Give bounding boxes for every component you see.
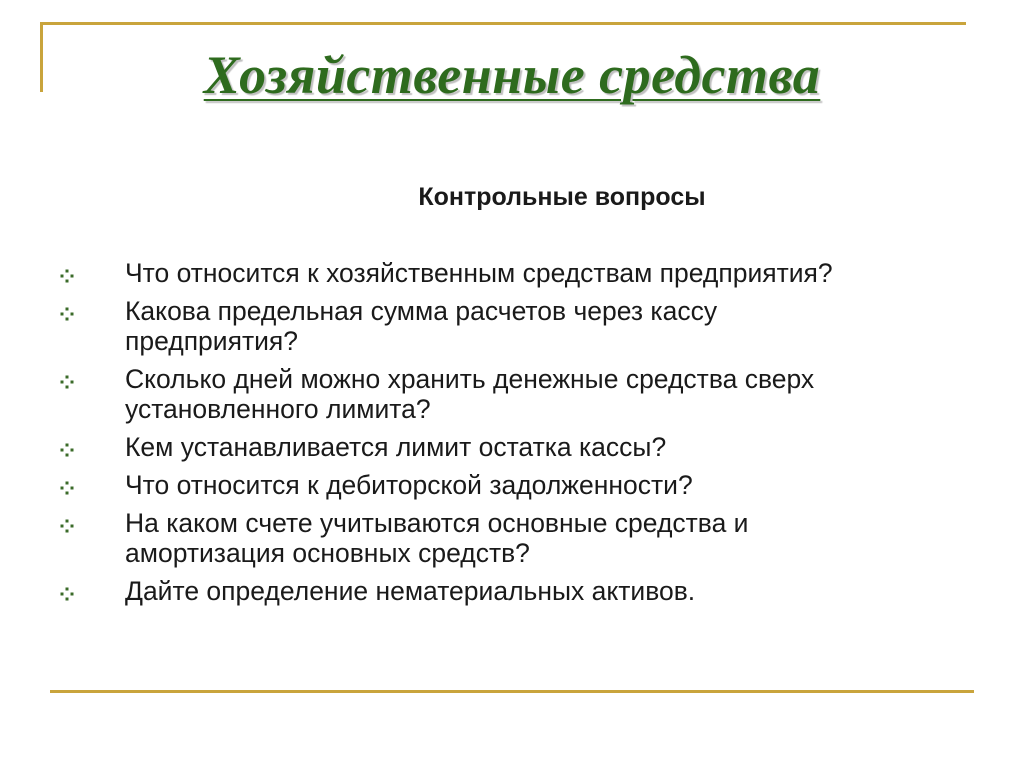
- list-item: [55, 576, 955, 606]
- list-item: [55, 508, 845, 568]
- list-item: [55, 364, 915, 424]
- list-item-text: Какова предельная сумма расчетов через кассу предприятия?: [125, 296, 718, 356]
- list-item: [55, 296, 825, 356]
- top-border-line: [40, 22, 966, 25]
- list-item-text: Что относится к хозяйственным средствам предприятия?: [125, 258, 833, 288]
- list-item: [55, 258, 955, 288]
- list-item: [55, 470, 955, 500]
- list-item-text: Что относится к дебиторской задолженности?: [125, 470, 693, 500]
- diamond-dots-icon: [60, 375, 74, 389]
- list-item-text: На каком счете учитываются основные средства и амортизация основных средств?: [125, 508, 749, 568]
- list-item-text: Дайте определение нематериальных активов.: [125, 576, 696, 606]
- slide-title: Хозяйственные средства: [203, 45, 821, 105]
- diamond-dots-icon: [60, 307, 74, 321]
- diamond-dots-icon: [60, 481, 74, 495]
- diamond-dots-icon: [60, 269, 74, 283]
- questions-list: [55, 258, 955, 614]
- diamond-dots-icon: [60, 587, 74, 601]
- diamond-dots-icon: [60, 443, 74, 457]
- bottom-border-line: [50, 690, 974, 693]
- list-item: [55, 432, 955, 462]
- slide-subtitle: Контрольные вопросы: [418, 183, 706, 211]
- list-item-text: Кем устанавливается лимит остатка кассы?: [125, 432, 667, 462]
- diamond-dots-icon: [60, 519, 74, 533]
- list-item-text: Сколько дней можно хранить денежные средства сверх установленного лимита?: [125, 364, 815, 424]
